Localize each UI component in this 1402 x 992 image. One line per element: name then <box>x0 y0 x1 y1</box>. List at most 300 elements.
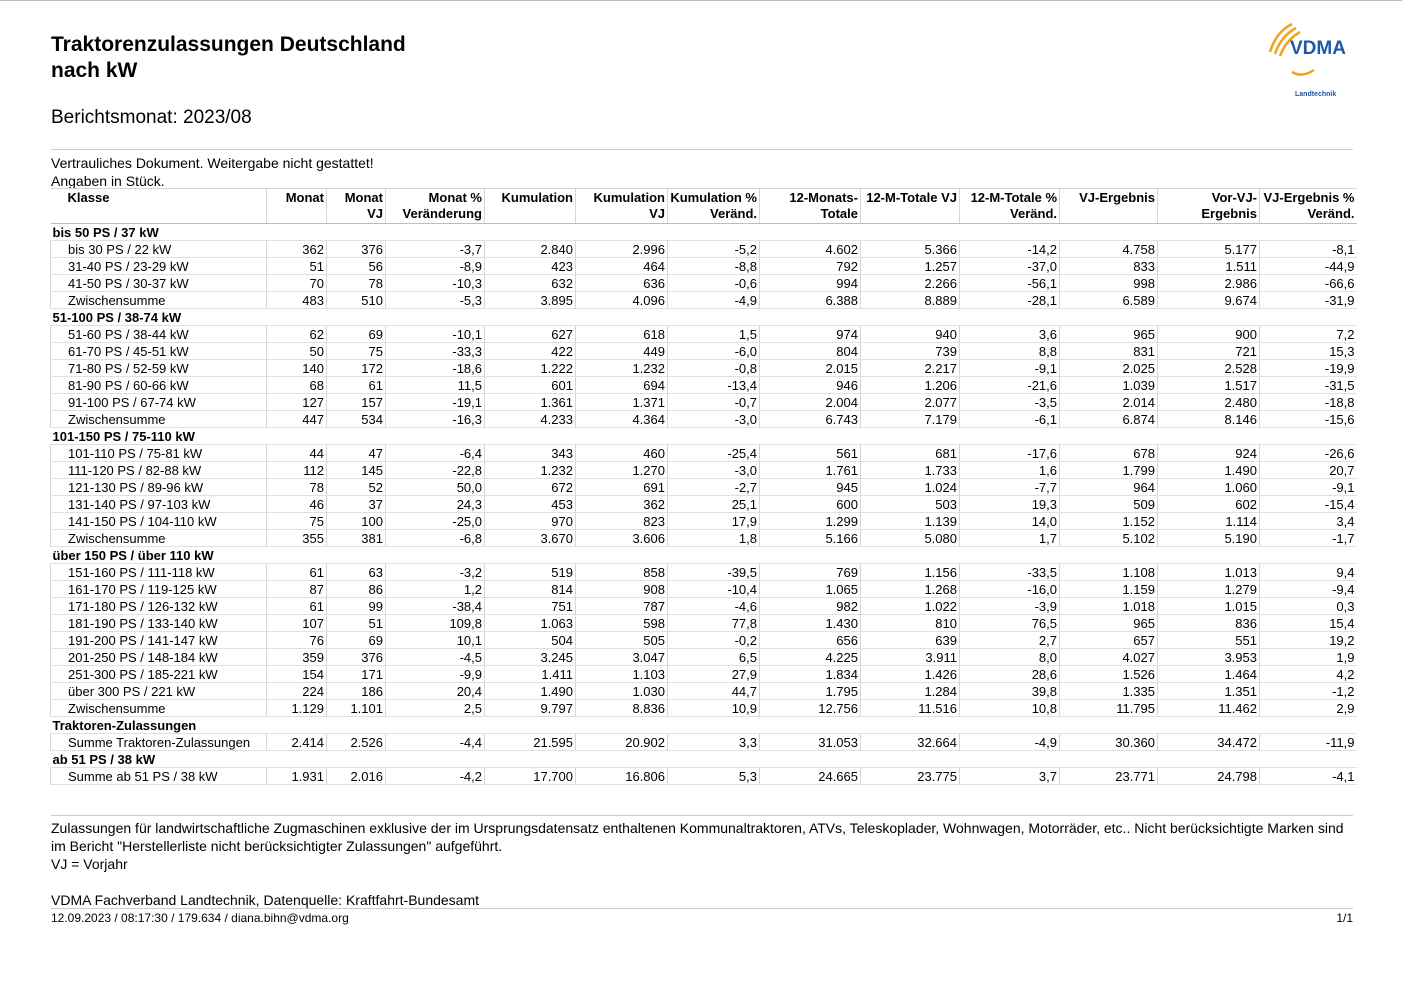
table-cell: 1.284 <box>861 683 960 700</box>
table-cell: -2,7 <box>668 479 760 496</box>
table-cell: -10,4 <box>668 581 760 598</box>
table-cell: 2.015 <box>760 360 861 377</box>
table-cell: 70 <box>267 275 327 292</box>
table-cell: 602 <box>1158 496 1260 513</box>
table-row <box>51 666 1357 683</box>
row-label: 101-110 PS / 75-81 kW <box>51 445 267 462</box>
col-header: 12-Monats-Totale <box>760 189 861 224</box>
divider-bottom <box>51 908 1353 909</box>
table-cell: 7,2 <box>1260 326 1357 343</box>
table-cell: 1.351 <box>1158 683 1260 700</box>
table-cell: 5.166 <box>760 530 861 547</box>
table-row <box>51 377 1357 394</box>
table-cell: 1.335 <box>1060 683 1158 700</box>
table-row <box>51 700 1357 717</box>
table-cell: -14,2 <box>960 241 1060 258</box>
title-line-2: nach kW <box>51 59 138 82</box>
confidential-note: Vertrauliches Dokument. Weitergabe nicht gestattet! <box>51 155 374 171</box>
table-cell: 355 <box>267 530 327 547</box>
table-cell: 50,0 <box>386 479 485 496</box>
row-label: Zwischensumme <box>51 530 267 547</box>
table-cell: 453 <box>485 496 576 513</box>
table-cell: 1.526 <box>1060 666 1158 683</box>
registration-table <box>50 188 1357 785</box>
table-row <box>51 241 1357 258</box>
row-label: 31-40 PS / 23-29 kW <box>51 258 267 275</box>
table-cell: 1,8 <box>668 530 760 547</box>
table-cell: 1.024 <box>861 479 960 496</box>
table-cell: 56 <box>327 258 386 275</box>
col-header: Kumulation % Veränd. <box>668 189 760 224</box>
table-cell: 1.517 <box>1158 377 1260 394</box>
table-cell: 16.806 <box>576 768 668 785</box>
row-label: 81-90 PS / 60-66 kW <box>51 377 267 394</box>
group-header-row <box>51 309 1357 326</box>
footer-timestamp: 12.09.2023 / 08:17:30 / 179.634 / diana.bihn@vdma.org <box>51 911 349 925</box>
table-cell: 8,0 <box>960 649 1060 666</box>
table-cell: 362 <box>267 241 327 258</box>
table-cell: 9.797 <box>485 700 576 717</box>
table-cell: 447 <box>267 411 327 428</box>
table-cell: 3.911 <box>861 649 960 666</box>
table-cell: 982 <box>760 598 861 615</box>
table-cell: -4,2 <box>386 768 485 785</box>
col-header: VJ-Ergebnis % Veränd. <box>1260 189 1357 224</box>
col-header: 12-M-Totale % Veränd. <box>960 189 1060 224</box>
table-cell: 3.895 <box>485 292 576 309</box>
table-cell: 900 <box>1158 326 1260 343</box>
row-label: 71-80 PS / 52-59 kW <box>51 360 267 377</box>
table-row <box>51 598 1357 615</box>
group-name: ab 51 PS / 38 kW <box>51 751 1357 768</box>
table-body <box>51 224 1357 785</box>
table-cell: 12.756 <box>760 700 861 717</box>
table-cell: 836 <box>1158 615 1260 632</box>
table-cell: 2.528 <box>1158 360 1260 377</box>
table-cell: -21,6 <box>960 377 1060 394</box>
group-header-row <box>51 224 1357 241</box>
table-cell: -5,2 <box>668 241 760 258</box>
table-cell: 3,3 <box>668 734 760 751</box>
table-cell: 107 <box>267 615 327 632</box>
table-cell: 343 <box>485 445 576 462</box>
logo-text: VDMA <box>1290 38 1346 59</box>
table-cell: 10,9 <box>668 700 760 717</box>
table-cell: 823 <box>576 513 668 530</box>
table-cell: 787 <box>576 598 668 615</box>
table-cell: -6,8 <box>386 530 485 547</box>
row-label: Zwischensumme <box>51 700 267 717</box>
table-cell: 769 <box>760 564 861 581</box>
table-cell: -33,3 <box>386 343 485 360</box>
table-row <box>51 768 1357 785</box>
table-cell: 44,7 <box>668 683 760 700</box>
table-cell: 1.065 <box>760 581 861 598</box>
table-cell: 739 <box>861 343 960 360</box>
table-cell: 940 <box>861 326 960 343</box>
table-cell: 632 <box>485 275 576 292</box>
table-cell: 76,5 <box>960 615 1060 632</box>
table-cell: 11,5 <box>386 377 485 394</box>
table-cell: 1.426 <box>861 666 960 683</box>
table-cell: 3.245 <box>485 649 576 666</box>
table-cell: 423 <box>485 258 576 275</box>
row-label: Zwischensumme <box>51 292 267 309</box>
table-row <box>51 564 1357 581</box>
table-cell: 2.004 <box>760 394 861 411</box>
table-row <box>51 581 1357 598</box>
table-cell: -15,4 <box>1260 496 1357 513</box>
table-cell: 994 <box>760 275 861 292</box>
table-cell: 78 <box>267 479 327 496</box>
table-cell: 1.411 <box>485 666 576 683</box>
title-line-1: Traktorenzulassungen Deutschland <box>51 33 406 56</box>
table-cell: 127 <box>267 394 327 411</box>
table-row <box>51 513 1357 530</box>
group-name: bis 50 PS / 37 kW <box>51 224 1357 241</box>
table-cell: 2.217 <box>861 360 960 377</box>
table-cell: -3,5 <box>960 394 1060 411</box>
row-label: 41-50 PS / 30-37 kW <box>51 275 267 292</box>
table-row <box>51 462 1357 479</box>
col-header: Monat VJ <box>327 189 386 224</box>
table-cell: 656 <box>760 632 861 649</box>
table-cell: 945 <box>760 479 861 496</box>
row-label: 51-60 PS / 38-44 kW <box>51 326 267 343</box>
table-cell: 1.129 <box>267 700 327 717</box>
row-label: 61-70 PS / 45-51 kW <box>51 343 267 360</box>
table-cell: 2.480 <box>1158 394 1260 411</box>
table-cell: -33,5 <box>960 564 1060 581</box>
table-cell: 5.366 <box>861 241 960 258</box>
table-cell: 46 <box>267 496 327 513</box>
table-row <box>51 496 1357 513</box>
table-cell: 4.096 <box>576 292 668 309</box>
table-cell: 1.022 <box>861 598 960 615</box>
table-cell: 505 <box>576 632 668 649</box>
table-cell: 63 <box>327 564 386 581</box>
table-cell: 751 <box>485 598 576 615</box>
table-cell: 7.179 <box>861 411 960 428</box>
table-cell: 109,8 <box>386 615 485 632</box>
table-cell: 75 <box>327 343 386 360</box>
table-cell: 678 <box>1060 445 1158 462</box>
table-cell: -8,9 <box>386 258 485 275</box>
table-cell: 504 <box>485 632 576 649</box>
table-cell: 23.771 <box>1060 768 1158 785</box>
table-cell: 449 <box>576 343 668 360</box>
divider-footer <box>51 815 1353 816</box>
row-label: 91-100 PS / 67-74 kW <box>51 394 267 411</box>
row-label: bis 30 PS / 22 kW <box>51 241 267 258</box>
table-cell: -8,1 <box>1260 241 1357 258</box>
table-cell: -4,4 <box>386 734 485 751</box>
table-cell: 100 <box>327 513 386 530</box>
table-cell: 965 <box>1060 326 1158 343</box>
table-cell: 1.733 <box>861 462 960 479</box>
table-row <box>51 292 1357 309</box>
table-cell: 10,8 <box>960 700 1060 717</box>
table-cell: 2.840 <box>485 241 576 258</box>
divider-top <box>51 149 1353 150</box>
table-cell: 1.511 <box>1158 258 1260 275</box>
footer-source: VDMA Fachverband Landtechnik, Datenquelle: Kraftfahrt-Bundesamt <box>51 892 480 908</box>
table-cell: -37,0 <box>960 258 1060 275</box>
table-cell: 1.156 <box>861 564 960 581</box>
table-cell: 78 <box>327 275 386 292</box>
table-cell: 600 <box>760 496 861 513</box>
table-cell: -9,1 <box>960 360 1060 377</box>
units-note: Angaben in Stück. <box>51 173 165 189</box>
table-cell: 4.364 <box>576 411 668 428</box>
table-cell: 62 <box>267 326 327 343</box>
table-cell: 186 <box>327 683 386 700</box>
table-cell: 8.146 <box>1158 411 1260 428</box>
table-cell: 11.462 <box>1158 700 1260 717</box>
table-cell: 0,3 <box>1260 598 1357 615</box>
group-header-row <box>51 717 1357 734</box>
table-cell: 17.700 <box>485 768 576 785</box>
table-cell: 39,8 <box>960 683 1060 700</box>
table-cell: 4.602 <box>760 241 861 258</box>
table-cell: 657 <box>1060 632 1158 649</box>
vdma-logo-graphic <box>1262 22 1354 100</box>
table-cell: 1.834 <box>760 666 861 683</box>
table-cell: 17,9 <box>668 513 760 530</box>
table-cell: 11.795 <box>1060 700 1158 717</box>
table-cell: 6.589 <box>1060 292 1158 309</box>
table-cell: 924 <box>1158 445 1260 462</box>
table-cell: 154 <box>267 666 327 683</box>
table-cell: 598 <box>576 615 668 632</box>
group-name: 101-150 PS / 75-110 kW <box>51 428 1357 445</box>
table-cell: 44 <box>267 445 327 462</box>
table-cell: 76 <box>267 632 327 649</box>
row-label: 151-160 PS / 111-118 kW <box>51 564 267 581</box>
table-row <box>51 360 1357 377</box>
table-cell: 6.743 <box>760 411 861 428</box>
table-row <box>51 445 1357 462</box>
table-cell: -3,7 <box>386 241 485 258</box>
group-header-row <box>51 547 1357 564</box>
table-cell: 3,7 <box>960 768 1060 785</box>
table-cell: 1.222 <box>485 360 576 377</box>
table-cell: 681 <box>861 445 960 462</box>
row-label: 171-180 PS / 126-132 kW <box>51 598 267 615</box>
table-cell: -18,8 <box>1260 394 1357 411</box>
table-cell: 24.665 <box>760 768 861 785</box>
table-cell: 30.360 <box>1060 734 1158 751</box>
col-header: Kumulation VJ <box>576 189 668 224</box>
table-cell: 4,2 <box>1260 666 1357 683</box>
table-cell: 3.953 <box>1158 649 1260 666</box>
table-cell: 510 <box>327 292 386 309</box>
table-cell: -19,9 <box>1260 360 1357 377</box>
row-label: Summe ab 51 PS / 38 kW <box>51 768 267 785</box>
table-cell: 833 <box>1060 258 1158 275</box>
table-cell: -0,8 <box>668 360 760 377</box>
table-cell: 3.047 <box>576 649 668 666</box>
table-cell: -6,0 <box>668 343 760 360</box>
table-cell: 5.190 <box>1158 530 1260 547</box>
table-cell: 2,7 <box>960 632 1060 649</box>
table-cell: 99 <box>327 598 386 615</box>
table-cell: -11,9 <box>1260 734 1357 751</box>
table-cell: 2.996 <box>576 241 668 258</box>
table-cell: -13,4 <box>668 377 760 394</box>
table-cell: -26,6 <box>1260 445 1357 462</box>
group-header-row <box>51 428 1357 445</box>
table-cell: 172 <box>327 360 386 377</box>
table-cell: 964 <box>1060 479 1158 496</box>
col-header: VJ-Ergebnis <box>1060 189 1158 224</box>
table-cell: 50 <box>267 343 327 360</box>
table-cell: 15,3 <box>1260 343 1357 360</box>
table-cell: 908 <box>576 581 668 598</box>
table-cell: -9,9 <box>386 666 485 683</box>
table-cell: -4,9 <box>960 734 1060 751</box>
table-cell: 721 <box>1158 343 1260 360</box>
table-cell: 20,7 <box>1260 462 1357 479</box>
table-cell: 51 <box>267 258 327 275</box>
table-cell: 965 <box>1060 615 1158 632</box>
col-header: Vor-VJ-Ergebnis <box>1158 189 1260 224</box>
table-cell: 381 <box>327 530 386 547</box>
table-cell: 31.053 <box>760 734 861 751</box>
footer-description: Zulassungen für landwirtschaftliche Zugmaschinen exklusive der im Ursprungsdatensatz enthaltenen Kommunaltraktoren, ATVs, Teleskoplader, Wohnwagen, Motorräder, etc.. Nicht berücksichtigte Marken sind im Bericht "Herstellerliste nicht berücksichtigter Zulassungen" aufgeführt. <box>51 820 1344 854</box>
table-cell: -10,1 <box>386 326 485 343</box>
table-cell: -39,5 <box>668 564 760 581</box>
table-cell: 1.232 <box>576 360 668 377</box>
table-cell: 1.490 <box>485 683 576 700</box>
table-cell: 9.674 <box>1158 292 1260 309</box>
table-cell: 24.798 <box>1158 768 1260 785</box>
vdma-logo <box>1262 22 1354 100</box>
table-cell: 1.268 <box>861 581 960 598</box>
table-cell: 1.361 <box>485 394 576 411</box>
group-header-row <box>51 751 1357 768</box>
table-cell: 1.257 <box>861 258 960 275</box>
table-cell: 9,4 <box>1260 564 1357 581</box>
table-cell: 1.103 <box>576 666 668 683</box>
table-cell: 75 <box>267 513 327 530</box>
col-header: 12-M-Totale VJ <box>861 189 960 224</box>
table-cell: 1.063 <box>485 615 576 632</box>
table-cell: 5.080 <box>861 530 960 547</box>
table-cell: 171 <box>327 666 386 683</box>
table-cell: 1.371 <box>576 394 668 411</box>
table-cell: -6,1 <box>960 411 1060 428</box>
table-cell: 5,3 <box>668 768 760 785</box>
table-cell: 1.013 <box>1158 564 1260 581</box>
table-cell: -10,3 <box>386 275 485 292</box>
table-cell: 8,8 <box>960 343 1060 360</box>
table-cell: 23.775 <box>861 768 960 785</box>
table-cell: 946 <box>760 377 861 394</box>
table-cell: 627 <box>485 326 576 343</box>
table-cell: -17,6 <box>960 445 1060 462</box>
table-cell: 1.114 <box>1158 513 1260 530</box>
table-cell: -25,0 <box>386 513 485 530</box>
table-cell: 4.225 <box>760 649 861 666</box>
table-cell: 15,4 <box>1260 615 1357 632</box>
table-cell: 1,2 <box>386 581 485 598</box>
table-cell: 4.027 <box>1060 649 1158 666</box>
table-cell: 5.102 <box>1060 530 1158 547</box>
table-cell: 61 <box>267 598 327 615</box>
table-cell: 359 <box>267 649 327 666</box>
table-cell: 974 <box>760 326 861 343</box>
group-name: 51-100 PS / 38-74 kW <box>51 309 1357 326</box>
table-cell: -66,6 <box>1260 275 1357 292</box>
row-label: 181-190 PS / 133-140 kW <box>51 615 267 632</box>
table-cell: 509 <box>1060 496 1158 513</box>
table-cell: 1.018 <box>1060 598 1158 615</box>
table-cell: 69 <box>327 326 386 343</box>
table-cell: 1.232 <box>485 462 576 479</box>
table-cell: 4.758 <box>1060 241 1158 258</box>
table-cell: 970 <box>485 513 576 530</box>
table-cell: 2.025 <box>1060 360 1158 377</box>
table-cell: 51 <box>327 615 386 632</box>
row-label: 131-140 PS / 97-103 kW <box>51 496 267 513</box>
table-cell: 551 <box>1158 632 1260 649</box>
table-cell: 2.414 <box>267 734 327 751</box>
table-cell: -38,4 <box>386 598 485 615</box>
table-cell: -3,0 <box>668 462 760 479</box>
table-cell: -3,0 <box>668 411 760 428</box>
page-number: 1/1 <box>1336 911 1353 925</box>
table-cell: 804 <box>760 343 861 360</box>
table-row <box>51 734 1357 751</box>
table-cell: 1.795 <box>760 683 861 700</box>
table-cell: 19,2 <box>1260 632 1357 649</box>
table-cell: -5,3 <box>386 292 485 309</box>
report-title <box>51 32 406 84</box>
table-cell: 140 <box>267 360 327 377</box>
table-cell: -22,8 <box>386 462 485 479</box>
table-cell: 69 <box>327 632 386 649</box>
table-cell: 1.039 <box>1060 377 1158 394</box>
table-cell: 1.108 <box>1060 564 1158 581</box>
table-row <box>51 258 1357 275</box>
table-cell: 112 <box>267 462 327 479</box>
table-cell: 519 <box>485 564 576 581</box>
table-cell: 1.464 <box>1158 666 1260 683</box>
table-cell: 810 <box>861 615 960 632</box>
table-cell: 1.931 <box>267 768 327 785</box>
table-cell: 561 <box>760 445 861 462</box>
table-cell: 21.595 <box>485 734 576 751</box>
table-cell: 3.606 <box>576 530 668 547</box>
table-row <box>51 275 1357 292</box>
table-cell: 3,4 <box>1260 513 1357 530</box>
table-cell: 20,4 <box>386 683 485 700</box>
table-cell: 28,6 <box>960 666 1060 683</box>
table-row <box>51 343 1357 360</box>
col-header: Kumulation <box>485 189 576 224</box>
footer-vj-note: VJ = Vorjahr <box>51 856 128 872</box>
table-cell: 2.016 <box>327 768 386 785</box>
table-cell: 831 <box>1060 343 1158 360</box>
row-label: 201-250 PS / 148-184 kW <box>51 649 267 666</box>
table-cell: 3,6 <box>960 326 1060 343</box>
table-cell: -44,9 <box>1260 258 1357 275</box>
table-cell: 77,8 <box>668 615 760 632</box>
table-row <box>51 479 1357 496</box>
table-cell: 4.233 <box>485 411 576 428</box>
row-label: 141-150 PS / 104-110 kW <box>51 513 267 530</box>
